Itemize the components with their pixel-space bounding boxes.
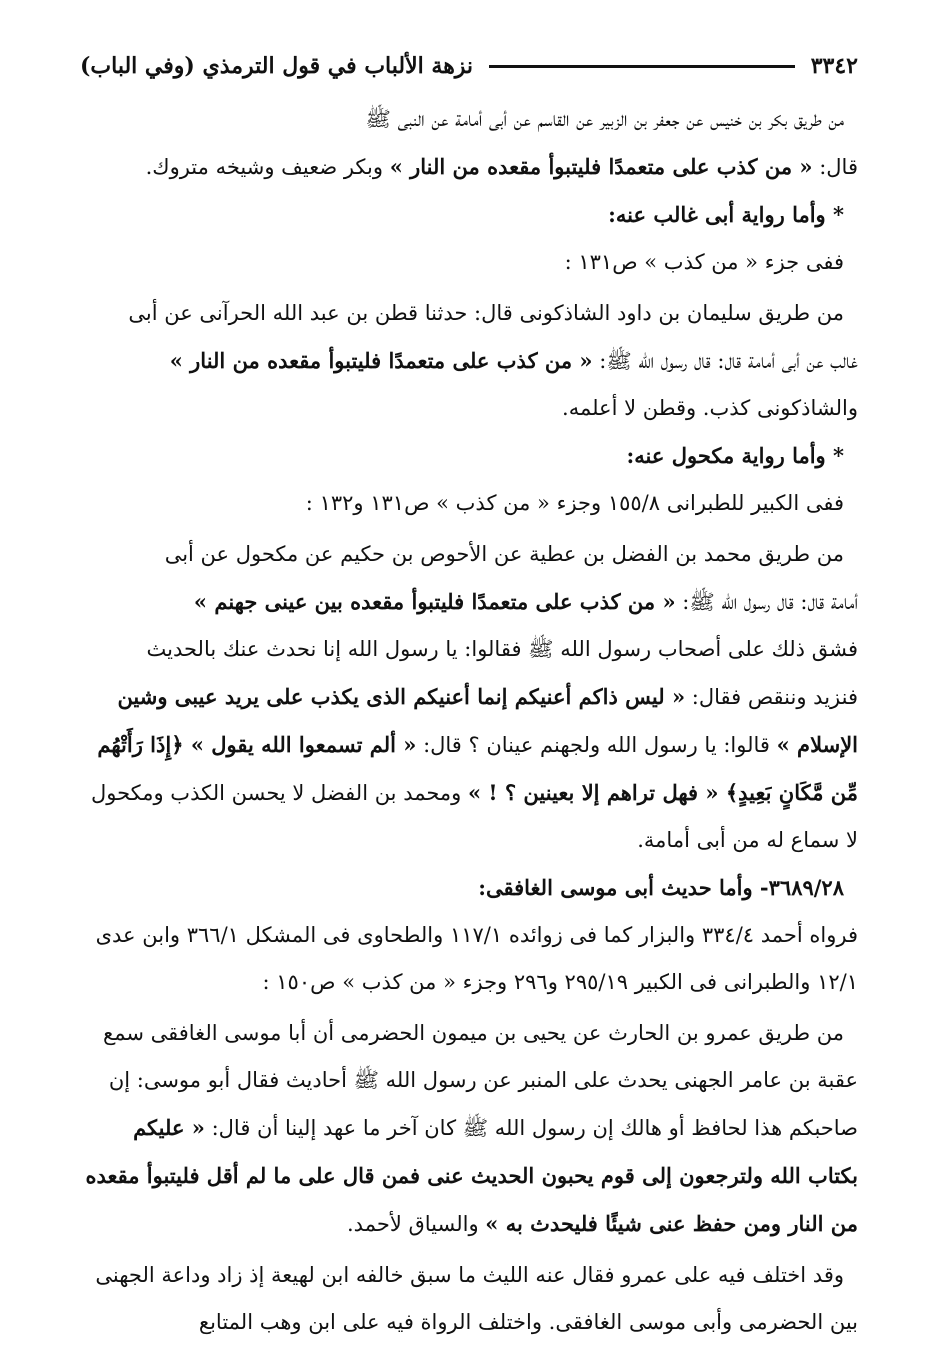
paragraph: من طريق بكر بن خنيس عن جعفر بن الزبير عن القاسم عن أبى أمامة عن النبى ﷺ xyxy=(365,107,844,131)
page-header xyxy=(80,44,858,88)
paragraph: قال: « من كذب على متعمدًا فليتبوأ مقعده من النار » وبكر ضعيف وشيخه متروك. xyxy=(145,154,858,179)
paragraph: من طريق عمرو بن الحارث عن يحيى بن ميمون الحضرمى أن أبا موسى الغافقى سمع عقبة بن عامر الجهنى يحدث على المنبر عن رسول الله ﷺ أحاديث فقال أبو موسى: إن صاحبكم هذا لحافظ أو هالك إن رسول الله ﷺ كان آخر ما عهد إلينا أن قال: « عليكم بكتاب الله ولترجعون إلى قوم يحبون الحديث عنى فمن قال على ما لم أقل فليتبوأ مقعده من النار ومن حفظ عنى شيئًا فليحدث به » والسياق لأحمد. xyxy=(85,1021,858,1236)
paragraph: فرواه أحمد ٣٣٤/٤ والبزار كما فى زوائده ١١٧/١ والطحاوى فى المشكل ٣٦٦/١ وابن عدى ١٢/١ والطبرانى فى الكبير ٢٩٥/١٩ و٢٩٦ وجزء « من كذب » ص١٥٠ : xyxy=(95,923,858,994)
paragraph: فنزيد وننقص فقال: « ليس ذاكم أعنيكم إنما أعنيكم الذى يكذب على يريد عيبى وشين الإسلام » قالوا: يا رسول الله ولجهنم عينان ؟ قال: « ألم تسمعوا الله يقول » ﴿إِذَا رَأَتْهُم مِّن مَّكَانٍ بَعِيدٍ﴾ « فهل تراهم إلا بعينين ؟ ! » ومحمد بن الفضل لا يحسن الكذب ومكحول لا سماع له من أبى أمامة. xyxy=(90,684,858,852)
header-rule xyxy=(489,65,795,68)
paragraph: أمامة قال: قال رسول الله ﷺ: « من كذب على متعمدًا فليتبوأ مقعده بين عينى جهنم » xyxy=(193,589,858,614)
paragraph: من طريق سليمان بن داود الشاذكونى قال: حدثنا قطن بن عبد الله الحرآنى عن أبى xyxy=(128,301,844,325)
paragraph: وقد اختلف فيه على عمرو فقال عنه الليث ما سبق خالفه ابن لهيعة إذ زاد وداعة الجهنى بين الحضرمى وأبى موسى الغافقى. واختلف الرواة فيه على ابن وهب المتابع xyxy=(95,1263,858,1334)
page-number: ٣٣٤٢ xyxy=(810,53,858,79)
section-heading: ٣٦٨٩/٢٨- وأما حديث أبى موسى الغافقى: xyxy=(478,875,844,900)
running-title: نزهة الألباب في قول الترمذي (وفي الباب) xyxy=(80,53,474,79)
paragraph: ففى الكبير للطبرانى ١٥٥/٨ وجزء « من كذب » ص١٣١ و١٣٢ : xyxy=(305,491,844,515)
page-body xyxy=(80,96,858,1346)
paragraph: فشق ذلك على أصحاب رسول الله ﷺ فقالوا: يا رسول الله إنا نحدث عنك بالحديث xyxy=(146,637,858,661)
paragraph: من طريق محمد بن الفضل بن عطية عن الأحوص بن حكيم عن مكحول عن أبى xyxy=(164,542,844,566)
paragraph: غالب عن أبى أمامة قال: قال رسول الله ﷺ: « من كذب على متعمدًا فليتبوأ مقعده من النار » والشاذكونى كذب. وقطن لا أعلمه. xyxy=(169,348,858,420)
section-heading: * وأما رواية أبى غالب عنه: xyxy=(608,202,844,227)
section-heading: * وأما رواية مكحول عنه: xyxy=(626,443,844,468)
paragraph: ففى جزء « من كذب » ص١٣١ : xyxy=(564,250,844,274)
